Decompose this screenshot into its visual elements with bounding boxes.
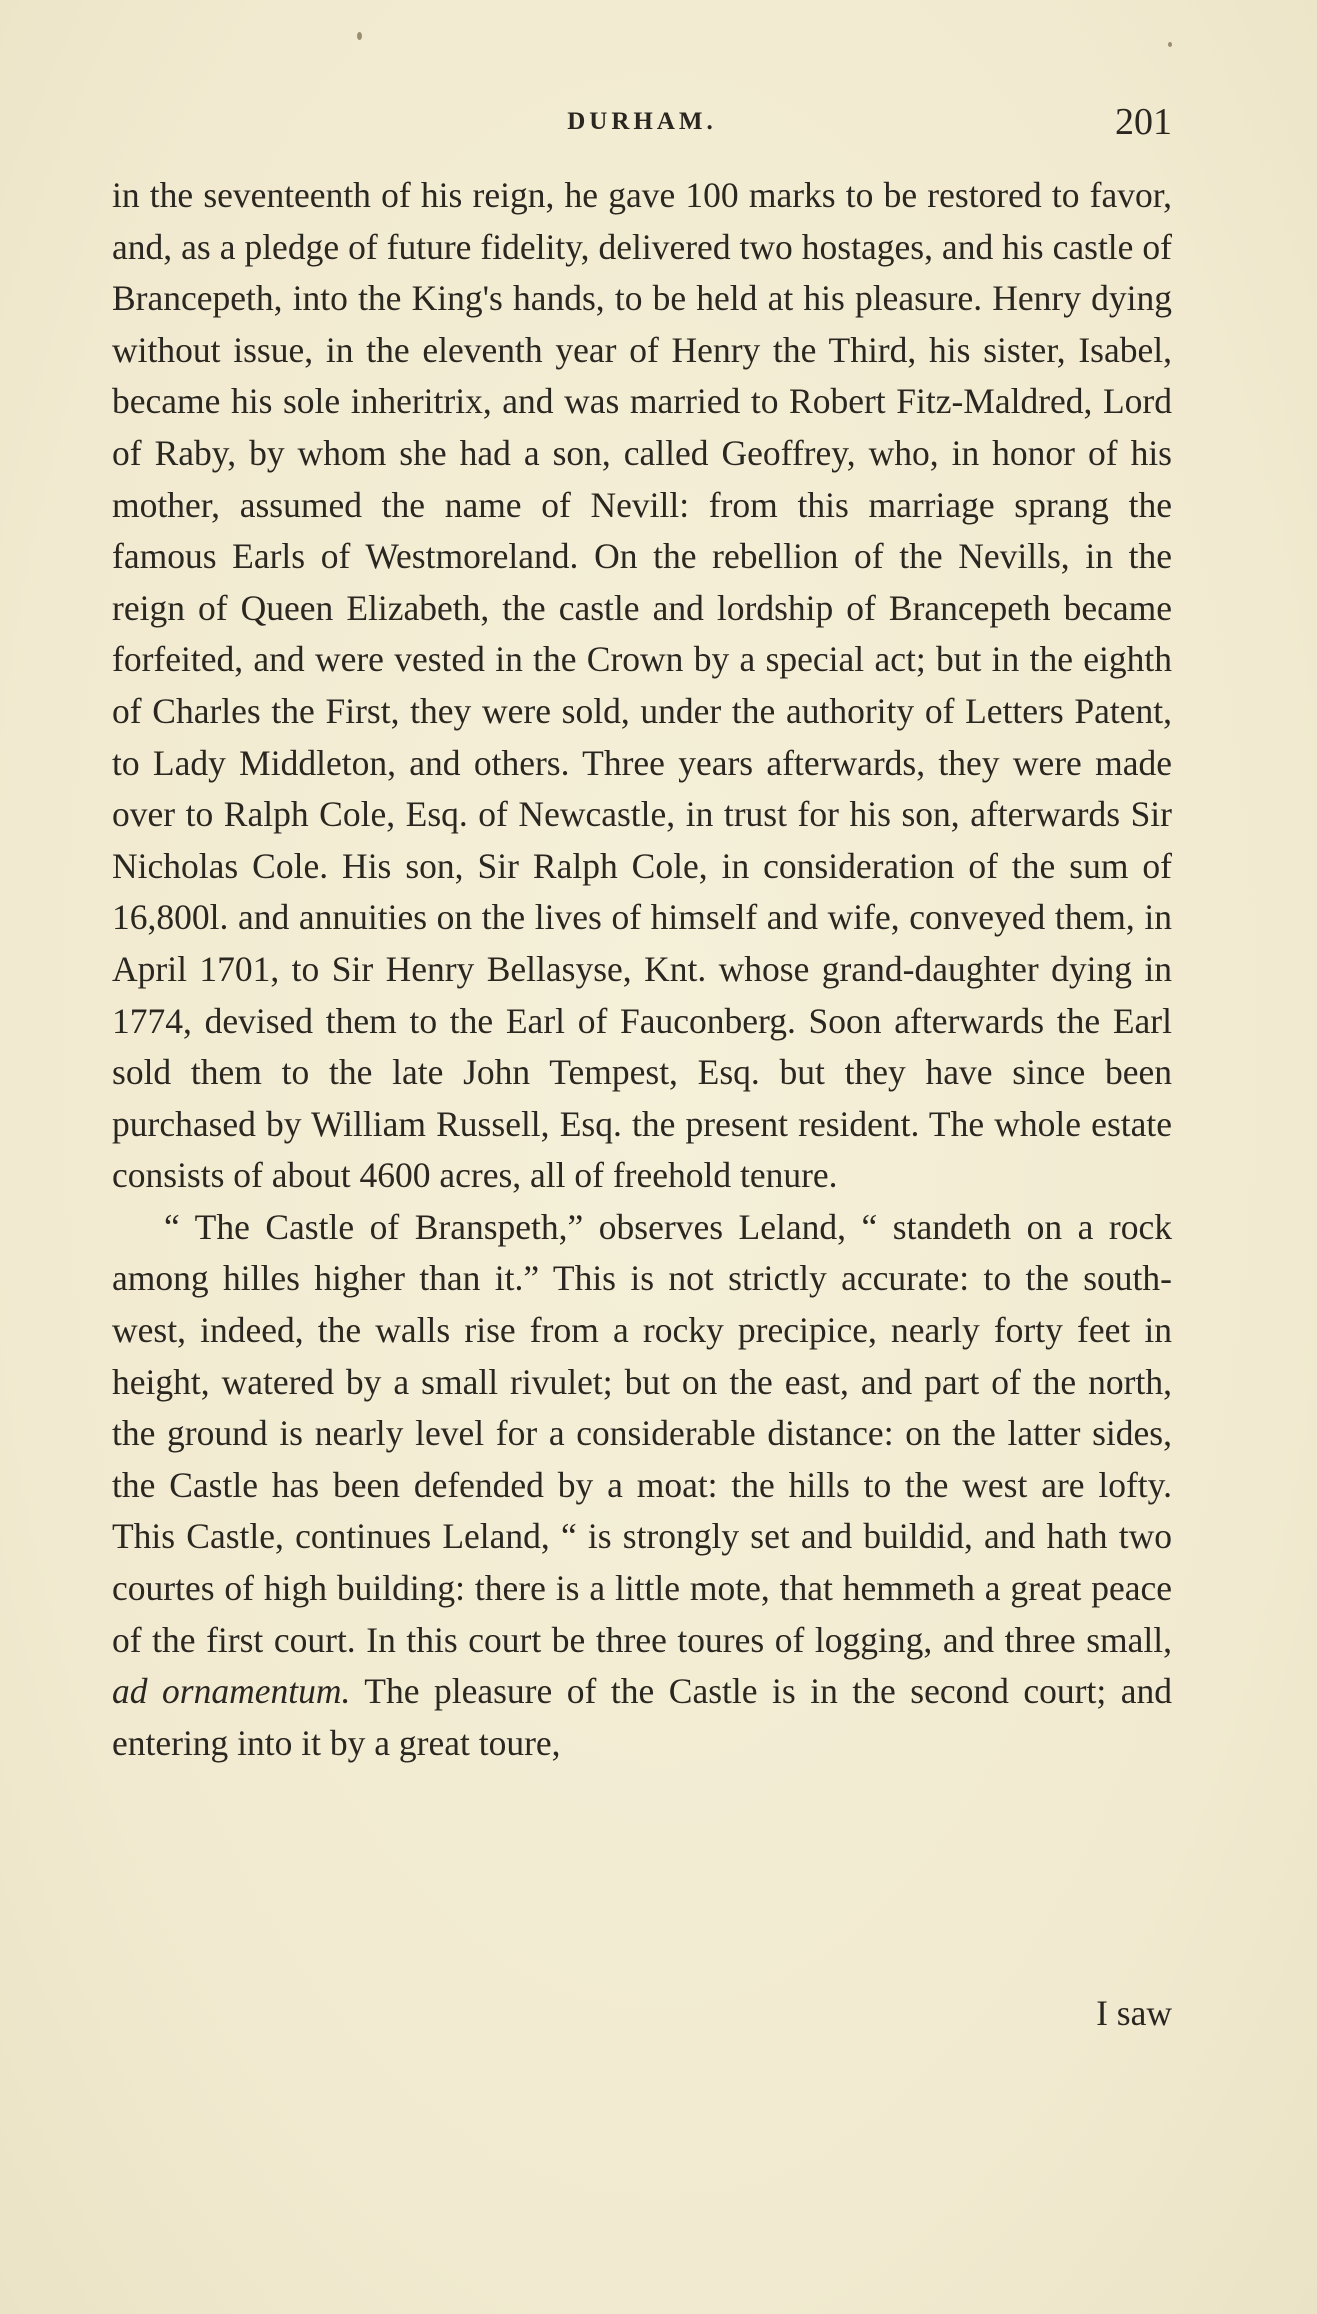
page-number: 201 <box>1115 101 1172 143</box>
catchword: I saw <box>1096 1993 1172 2033</box>
paragraph <box>112 1202 1172 1770</box>
body-text <box>112 170 1172 1769</box>
latin-phrase: ad ornamentum. <box>112 1671 351 1712</box>
paragraph-text: The pleasure of the Castle is in the second court; and entering into it by a great toure, <box>112 1671 1173 1763</box>
running-head: DURHAM. <box>567 108 717 135</box>
paragraph: in the seventeenth of his reign, he gave 100 marks to be restored to favor, and, as a pledge of future fidelity, delivered two hostages, and his castle of Brancepeth, into the King's hands, to be held at his pleasure. Henry dying without issue, in the eleventh year of Henry the Third, his sister, Isabel, became his sole inheritrix, and was married to Robert Fitz-Maldred, Lord of Raby, by whom she had a son, called Geoffrey, who, in honor of his mother, assumed the name of Nevill: from this marriage sprang the famous Earls of Westmoreland. On the rebellion of the Nevills, in the reign of Queen Elizabeth, the castle and lordship of Brancepeth became forfeited, and were vested in the Crown by a special act; but in the eighth of Charles the First, they were sold, under the authority of Letters Patent, to Lady Middleton, and others. Three years afterwards, they were made over to Ralph Cole, Esq. of Newcastle, in trust for his son, afterwards Sir Nicholas Cole. His son, Sir Ralph Cole, in consideration of the sum of 16,800l. and annuities on the lives of himself and wife, conveyed them, in April 1701, to Sir Henry Bellasyse, Knt. whose grand-daughter dying in 1774, devised them to the Earl of Fauconberg. Soon afterwards the Earl sold them to the late John Tempest, Esq. but they have since been purchased by William Russell, Esq. the present resident. The whole estate consists of about 4600 acres, all of freehold tenure. <box>112 175 1172 1196</box>
page-header <box>112 100 1172 150</box>
ink-speck <box>1168 42 1172 47</box>
paragraph-text: “ The Castle of Branspeth,” observes Leland, “ standeth on a rock among hilles higher than it.” This is not strictly accurate: to the south-west, indeed, the walls rise from a rocky precipice, nearly forty feet in height, watered by a small rivulet; but on the east, and part of the north, the ground is nearly level for a considerable distance: on the latter sides, the Castle has been defended by a moat: the hills to the west are lofty. This Castle, continues Leland, “ is strongly set and buildid, and hath two courtes of high building: there is a little mote, that hemmeth a great peace of the first court. In this court be three toures of logging, and three small, <box>112 1206 1172 1660</box>
ink-speck <box>357 32 362 40</box>
